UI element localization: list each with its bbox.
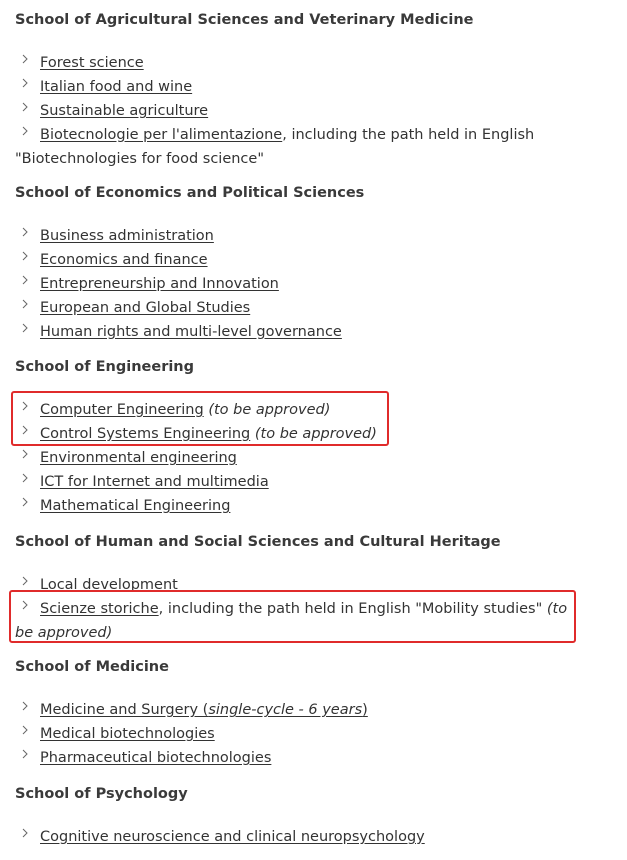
- school-title: School of Economics and Political Sciences: [15, 185, 365, 201]
- school-psychology: [15, 784, 615, 849]
- list-item: [15, 272, 615, 296]
- chevron-right-icon: [20, 494, 30, 510]
- course-list: [15, 573, 615, 645]
- list-item: [15, 75, 615, 99]
- course-link[interactable]: Human rights and multi-level governance: [40, 324, 342, 340]
- approval-note: (to be approved): [208, 402, 331, 418]
- school-engineering: [15, 357, 615, 518]
- list-item: [15, 722, 615, 746]
- chevron-right-icon: [20, 597, 30, 613]
- chevron-right-icon: [20, 573, 30, 589]
- chevron-right-icon: [20, 470, 30, 486]
- list-item: [15, 248, 615, 272]
- chevron-right-icon: [20, 123, 30, 139]
- list-item: [15, 422, 615, 446]
- chevron-right-icon: [20, 272, 30, 288]
- chevron-right-icon: [20, 99, 30, 115]
- course-link[interactable]: Mathematical Engineering: [40, 498, 231, 514]
- course-description: , including the path held in English "Mobility studies": [158, 601, 543, 617]
- course-link[interactable]: Biotecnologie per l'alimentazione: [40, 127, 283, 143]
- course-list: [15, 51, 615, 171]
- course-description: , including the path held in English "Biotechnologies for food science": [15, 127, 535, 167]
- school-title: School of Human and Social Sciences and Cultural Heritage: [15, 534, 501, 550]
- chevron-right-icon: [20, 296, 30, 312]
- course-link-close: ): [362, 702, 368, 718]
- course-link[interactable]: Scienze storiche: [40, 601, 159, 617]
- list-item: [15, 446, 615, 470]
- course-link[interactable]: Environmental engineering: [40, 450, 237, 466]
- school-title: School of Medicine: [15, 659, 169, 675]
- course-list: [15, 398, 615, 518]
- chevron-right-icon: [20, 698, 30, 714]
- chevron-right-icon: [20, 224, 30, 240]
- school-human-social-sciences: [15, 532, 615, 645]
- approval-note: (to be approved): [15, 601, 568, 641]
- course-link[interactable]: Cognitive neuroscience and clinical neuropsychology: [40, 829, 425, 845]
- list-item: [15, 470, 615, 494]
- course-link[interactable]: Entrepreneurship and Innovation: [40, 276, 279, 292]
- course-link[interactable]: Computer Engineering: [40, 402, 204, 418]
- course-link[interactable]: Economics and finance: [40, 252, 208, 268]
- chevron-right-icon: [20, 746, 30, 762]
- school-title: School of Engineering: [15, 359, 195, 375]
- chevron-right-icon: [20, 51, 30, 67]
- school-economics: [15, 183, 615, 344]
- list-item: [15, 224, 615, 248]
- course-link[interactable]: Pharmaceutical biotechnologies: [40, 750, 272, 766]
- course-list: [15, 224, 615, 344]
- chevron-right-icon: [20, 75, 30, 91]
- course-link[interactable]: European and Global Studies: [40, 300, 251, 316]
- school-title: School of Psychology: [15, 786, 188, 802]
- course-link[interactable]: Medical biotechnologies: [40, 726, 215, 742]
- chevron-right-icon: [20, 825, 30, 841]
- list-item: [15, 597, 575, 645]
- list-item: [15, 296, 615, 320]
- list-item: [15, 494, 615, 518]
- course-link[interactable]: [40, 702, 368, 718]
- list-item: [15, 320, 615, 344]
- course-link[interactable]: ICT for Internet and multimedia: [40, 474, 269, 490]
- course-link[interactable]: Forest science: [40, 55, 144, 71]
- list-item: [15, 123, 575, 171]
- course-duration: single-cycle - 6 years: [208, 702, 363, 718]
- list-item: [15, 746, 615, 770]
- chevron-right-icon: [20, 446, 30, 462]
- course-link[interactable]: Control Systems Engineering: [40, 426, 251, 442]
- chevron-right-icon: [20, 248, 30, 264]
- approval-note: (to be approved): [254, 426, 377, 442]
- school-agriculture: [15, 10, 615, 171]
- chevron-right-icon: [20, 398, 30, 414]
- list-item: [15, 398, 615, 422]
- chevron-right-icon: [20, 422, 30, 438]
- school-title: School of Agricultural Sciences and Veterinary Medicine: [15, 12, 474, 28]
- course-link[interactable]: Sustainable agriculture: [40, 103, 209, 119]
- course-link[interactable]: Business administration: [40, 228, 214, 244]
- course-link[interactable]: Local development: [40, 577, 178, 593]
- chevron-right-icon: [20, 320, 30, 336]
- course-link-label: Medicine and Surgery (: [40, 702, 209, 718]
- course-list: [15, 698, 615, 770]
- list-item: [15, 698, 615, 722]
- chevron-right-icon: [20, 722, 30, 738]
- school-medicine: [15, 657, 615, 770]
- course-list: [15, 825, 615, 849]
- list-item: [15, 99, 615, 123]
- list-item: [15, 573, 615, 597]
- list-item: [15, 51, 615, 75]
- course-link[interactable]: Italian food and wine: [40, 79, 193, 95]
- list-item: [15, 825, 615, 849]
